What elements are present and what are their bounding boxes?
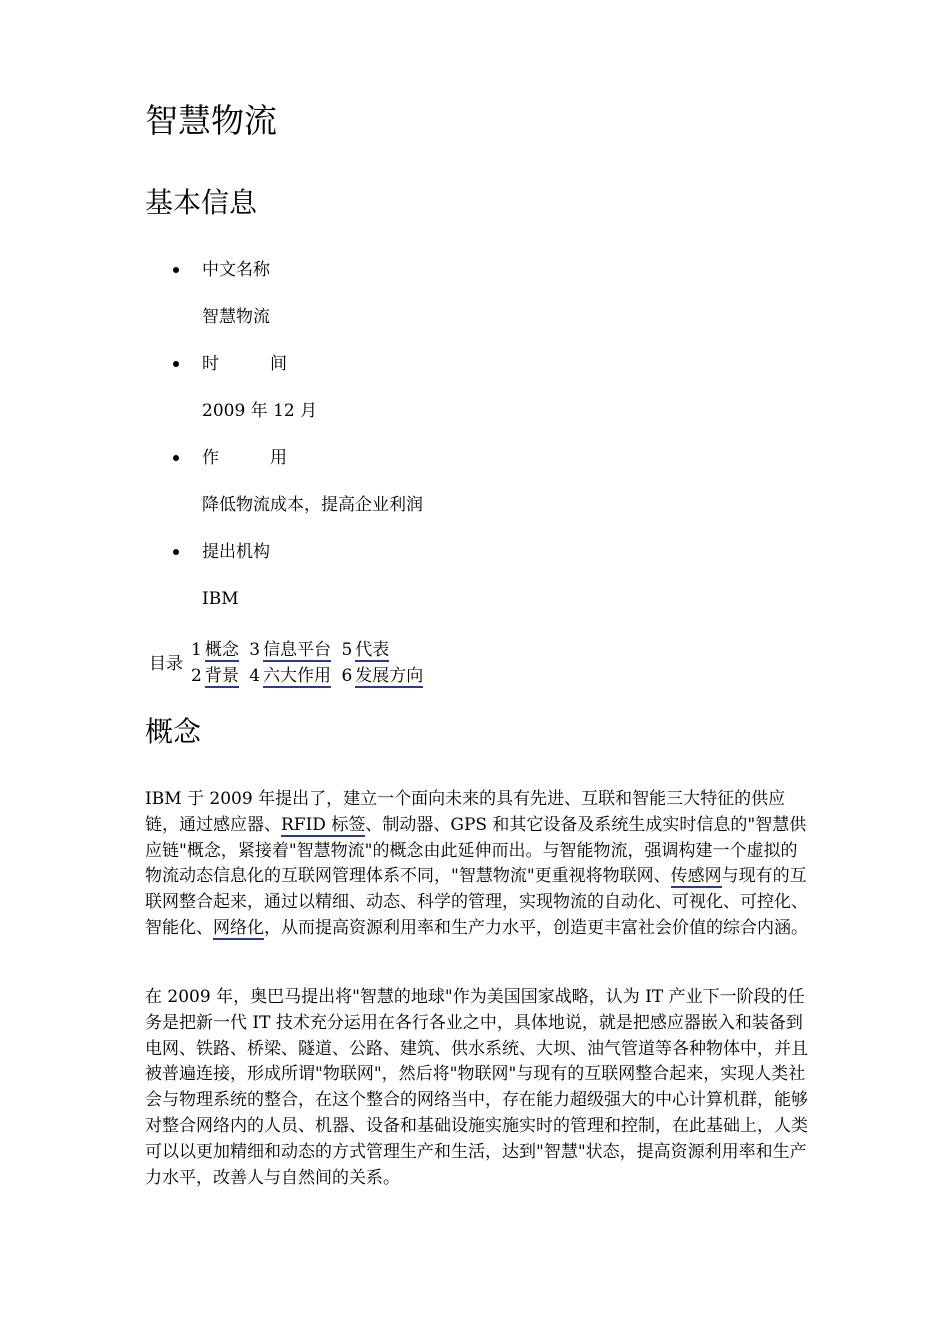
link-rfid[interactable]: RFID 标签 — [281, 814, 366, 835]
info-label: 中文名称 — [202, 260, 270, 280]
toc-row — [191, 638, 394, 663]
info-value: 2009 年 12 月 — [202, 401, 318, 421]
toc-link-development[interactable]: 发展方向 — [355, 666, 424, 686]
toc-number: 1 — [191, 640, 202, 660]
toc-link-six-functions[interactable]: 六大作用 — [263, 666, 332, 686]
info-value: 降低物流成本，提高企业利润 — [202, 495, 423, 515]
paragraph-text: IBM 于 2009 年提出了，建立一个面向未来的具有先进、互联和智能三大特征的供应链，通过感应器、 — [145, 789, 786, 835]
bullet-icon — [173, 361, 179, 367]
info-label: 作 用 — [202, 448, 287, 468]
concept-paragraph-2: 在 2009 年，奥巴马提出将"智慧的地球"作为美国国家战略，认为 IT 产业下一阶段的任务是把新一代 IT 技术充分运用在各行各业之中，具体地说，就是把感应器嵌入和装备到电网、铁路、桥梁、隧道、公路、建筑、供水系统、大坝、油气管道等各种物体中，并且被普遍连接，形成所谓"物联网"，然后将"物联网"与现有的互联网整合起来，实现人类社会与物理系统的整合，在这个整合的网络当中，存在能力超级强大的中心计算机群，能够对整合网络内的人员、机器、设备和基础设施实施实时的管理和控制，在此基础上，人类可以以更加精细和动态的方式管理生产和生活，达到"智慧"状态，提高资源利用率和生产力水平，改善人与自然间的关系。 — [145, 987, 808, 1188]
table-of-contents — [149, 638, 569, 690]
toc-row — [191, 664, 428, 689]
toc-link-representative[interactable]: 代表 — [355, 640, 390, 660]
toc-link-info-platform[interactable]: 信息平台 — [263, 640, 332, 660]
paragraph-text: 、制动器、GPS 和其它设备及系统生成实时信息的"智慧供应链"概念，紧接着"智慧物流"的概念由此延伸而出。与智能物流，强调构建一个虚拟的物流动态信息化的互联网管理体系不同，"智慧物流"更重视将物联网、 — [145, 814, 807, 887]
concept-paragraph-1 — [145, 787, 813, 942]
bullet-icon — [173, 267, 179, 273]
toc-number: 6 — [341, 666, 353, 686]
link-networking[interactable]: 网络化 — [213, 917, 264, 938]
toc-number: 3 — [249, 640, 261, 660]
info-value: 智慧物流 — [202, 307, 270, 327]
info-label: 提出机构 — [202, 542, 270, 562]
link-sensor-network[interactable]: 传感网 — [670, 866, 722, 887]
concept-heading: 概念 — [145, 715, 202, 748]
toc-number: 4 — [249, 666, 261, 686]
bullet-icon — [173, 455, 179, 461]
toc-label: 目录 — [149, 654, 183, 674]
basic-info-heading: 基本信息 — [145, 186, 258, 219]
toc-number: 2 — [191, 666, 202, 686]
info-label: 时 间 — [202, 354, 287, 374]
page-title: 智慧物流 — [145, 101, 277, 140]
toc-link-background[interactable]: 背景 — [204, 666, 239, 686]
info-value: IBM — [202, 589, 239, 609]
paragraph-text: 与现有的互联网整合起来，通过以精细、动态、科学的管理，实现物流的自动化、可视化、可控化、智能化、 — [145, 866, 808, 938]
toc-link-concept[interactable]: 概念 — [204, 640, 239, 660]
bullet-icon — [173, 549, 179, 555]
paragraph-text: ，从而提高资源利用率和生产力水平，创造更丰富社会价值的综合内涵。 — [264, 917, 808, 938]
toc-number: 5 — [341, 640, 353, 660]
